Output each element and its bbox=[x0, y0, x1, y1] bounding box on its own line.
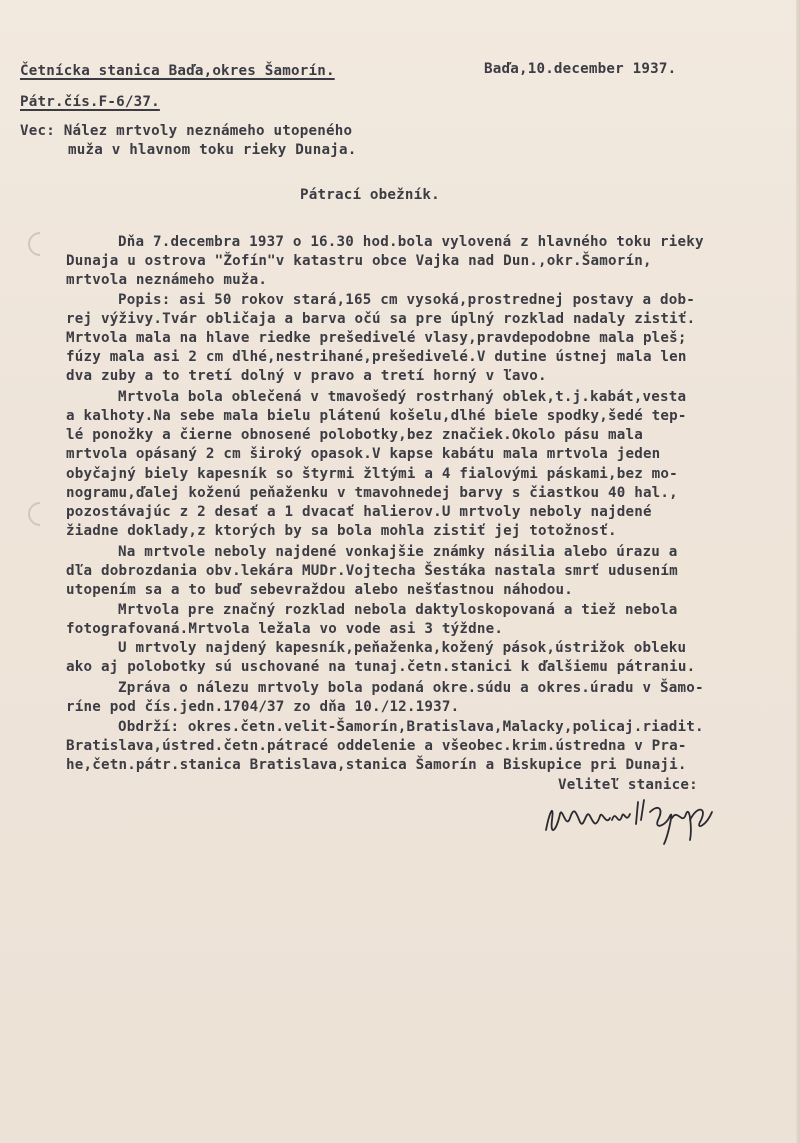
body-line: mrtvola opásaný 2 cm široký opasok.V kapse kabátu mala mrtvola jeden bbox=[66, 446, 661, 462]
body-line: žiadne doklady,z ktorých by sa bola mohla zistiť jej totožnosť. bbox=[66, 523, 617, 539]
punch-hole-top bbox=[23, 227, 57, 261]
reference-number: Pátr.čís.F-6/37. bbox=[20, 94, 160, 110]
handwritten-signature bbox=[540, 790, 720, 848]
subject-line-1: Vec: Nález mrtvoly neznámeho utopeného bbox=[20, 123, 353, 139]
body-line: lé ponožky a čierne obnosené polobotky,bez značiek.Okolo pásu mala bbox=[66, 427, 643, 443]
body-line: rej výživy.Tvár obličaja a barva očú sa pre úplný rozklad nadaly zistiť. bbox=[66, 311, 696, 327]
body-line: Bratislava,ústred.četn.pátracé oddelenie a všeobec.krim.ústredna v Pra- bbox=[66, 738, 687, 754]
page-edge bbox=[796, 0, 800, 1143]
body-line: Mrtvola mala na hlave riedke prešedivelé vlasy,pravdepodobne mala pleš; bbox=[66, 330, 687, 346]
signature-label: Veliteľ stanice: bbox=[558, 777, 698, 793]
body-line: a kalhoty.Na sebe mala bielu plátenú košelu,dlhé biele spodky,šedé tep- bbox=[66, 408, 687, 424]
punch-hole-bottom bbox=[23, 497, 57, 531]
body-line: mrtvola neznámeho muža. bbox=[66, 272, 268, 288]
body-line: Obdrží: okres.četn.velit-Šamorín,Bratislava,Malacky,policaj.riadit. bbox=[118, 719, 704, 735]
body-line: dľa dobrozdania obv.lekára MUDr.Vojtecha Šestáka nastala smrť udusením bbox=[66, 563, 678, 579]
document-date: Baďa,10.december 1937. bbox=[484, 61, 677, 77]
station-name: Četnícka stanica Baďa,okres Šamorín. bbox=[20, 63, 335, 79]
body-line: U mrtvoly najdený kapesník,peňaženka,kožený pások,ústrižok obleku bbox=[118, 640, 687, 656]
body-line: fúzy mala asi 2 cm dlhé,nestrihané,prešedivelé.V dutine ústnej mala len bbox=[66, 349, 687, 365]
document-title: Pátrací obežník. bbox=[300, 187, 440, 203]
body-line: nogramu,ďalej koženú peňaženku v tmavohnedej barvy s čiastkou 40 hal., bbox=[66, 485, 678, 501]
body-line: obyčajný biely kapesník so štyrmi žltými a 4 fialovými páskami,bez mo- bbox=[66, 466, 678, 482]
body-line: Popis: asi 50 rokov stará,165 cm vysoká,prostrednej postavy a dob- bbox=[118, 292, 695, 308]
body-line: pozostávajúc z 2 desať a 1 dvacať halierov.U mrtvoly neboly najdené bbox=[66, 504, 652, 520]
subject-line-2: muža v hlavnom toku rieky Dunaja. bbox=[68, 142, 357, 158]
body-line: Dunaja u ostrova "Žofín"v katastru obce Vajka nad Dun.,okr.Šamorín, bbox=[66, 253, 652, 269]
body-line: Zpráva o nálezu mrtvoly bola podaná okre.súdu a okres.úradu v Šamo- bbox=[118, 680, 704, 696]
body-line: ríne pod čís.jedn.1704/37 zo dňa 10./12.1937. bbox=[66, 699, 460, 715]
body-line: dva zuby a to tretí dolný v pravo a tretí horný v ľavo. bbox=[66, 368, 547, 384]
body-line: utopením sa a to buď sebevraždou alebo nešťastnou náhodou. bbox=[66, 582, 574, 598]
body-line: Na mrtvole neboly najdené vonkajšie známky násilia alebo úrazu a bbox=[118, 544, 678, 560]
body-line: fotografovaná.Mrtvola ležala vo vode asi 3 týždne. bbox=[66, 621, 504, 637]
body-line: Mrtvola bola oblečená v tmavošedý rostrhaný oblek,t.j.kabát,vesta bbox=[118, 389, 687, 405]
body-line: he,četn.pátr.stanica Bratislava,stanica Šamorín a Biskupice pri Dunaji. bbox=[66, 757, 687, 773]
body-line: Mrtvola pre značný rozklad nebola daktyloskopovaná a tiež nebola bbox=[118, 602, 678, 618]
body-line: Dňa 7.decembra 1937 o 16.30 hod.bola vylovená z hlavného toku rieky bbox=[118, 234, 704, 250]
body-line: ako aj polobotky sú uschované na tunaj.četn.stanici k ďalšiemu pátraniu. bbox=[66, 659, 696, 675]
